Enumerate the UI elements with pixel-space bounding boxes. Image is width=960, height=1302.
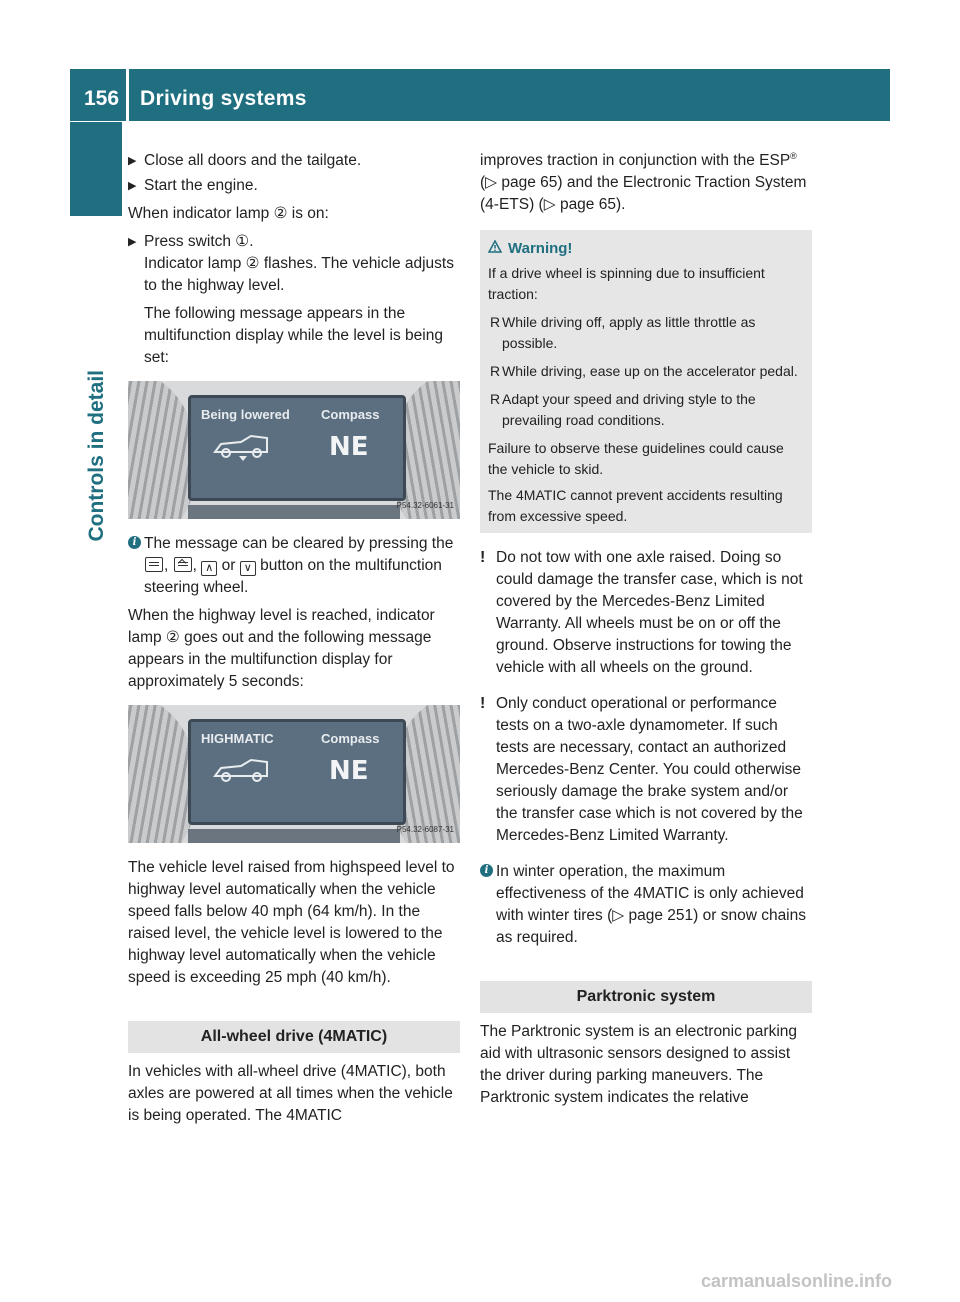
parktronic-text: The Parktronic system is an electronic parking aid with ultrasonic sensors designed to assist the driver during parking maneuvers. The Parktronic system indicates the relative <box>480 1023 798 1106</box>
warning-title-text: Warning! <box>508 240 573 257</box>
step-press-switch <box>128 231 460 253</box>
warning-failure: Failure to observe these guidelines could cause the vehicle to skid. <box>488 440 784 477</box>
info-winter <box>480 861 812 949</box>
warning-cannot: The 4MATIC cannot prevent accidents resulting from excessive speed. <box>488 487 783 524</box>
section-heading-parktronic: Parktronic system <box>480 981 812 1013</box>
warning-bullet <box>488 312 804 354</box>
result-message-appears: The following message appears in the multifunction display while the level is being set: <box>144 305 443 366</box>
result-indicator-flashes: Indicator lamp ② flashes. The vehicle adjusts to the highway level. <box>144 255 454 294</box>
display-compass-label: Compass <box>321 731 380 746</box>
traction-text <box>480 150 812 216</box>
step-close-doors <box>128 150 460 172</box>
figure-code: P54.32-6061-31 <box>396 501 454 510</box>
bullet-text: While driving, ease up on the accelerator pedal. <box>502 363 798 379</box>
phone-button-icon: ∧ <box>201 561 217 576</box>
highway-level-text: When the highway level is reached, indicator lamp ② goes out and the following message appears in the multifunction display for approximately 5 seconds: <box>128 607 435 690</box>
caution-icon: ! <box>480 549 486 566</box>
bullet-text: While driving off, apply as little throttle as possible. <box>502 314 756 351</box>
display-status-label: HIGHMATIC <box>201 731 274 746</box>
compass-heading: NE <box>329 756 369 786</box>
display-lower-bar <box>188 505 400 519</box>
step-arrow-icon: ▶ <box>128 180 137 192</box>
display-forward-button-icon <box>174 557 192 572</box>
figure-code: P54.32-6087-31 <box>396 825 454 834</box>
page-title: Driving systems <box>140 87 307 110</box>
vehicle-lowering-icon <box>211 432 271 462</box>
display-compass-label: Compass <box>321 407 380 422</box>
step-start-engine <box>128 175 460 197</box>
raised-level-text: The vehicle level raised from highspeed level to highway level automatically when the vehicle speed falls below 40 mph (64 km/h). In the raised level, the vehicle level is lowered to the highway level automatically when the vehicle speed is exceeding 25 mph (40 km/h). <box>128 859 455 986</box>
step-text: Start the engine. <box>144 177 258 194</box>
step-arrow-icon: ▶ <box>128 155 137 167</box>
4matic-text: In vehicles with all-wheel drive (4MATIC), both axles are powered at all times when the vehicle is being operated. The 4MATIC <box>128 1063 453 1124</box>
bullet-mark: R <box>490 391 501 407</box>
watermark: carmanualsonline.info <box>700 1271 892 1291</box>
when-indicator-text: When indicator lamp ② is on: <box>128 205 329 222</box>
info-clear-message: i The message can be cleared by pressing the , , ∧ or ∨ button on the multifunction steering wheel. <box>128 533 460 599</box>
warning-title <box>488 238 804 259</box>
caution-icon: ! <box>480 695 486 712</box>
page-number: 156 <box>84 87 120 110</box>
side-tab-block <box>70 122 122 216</box>
section-heading-4matic: All-wheel drive (4MATIC) <box>128 1021 460 1053</box>
display-figure-highway <box>128 705 460 843</box>
info-text: button on the multifunction steering wheel. <box>144 557 442 596</box>
multifunction-display <box>188 395 406 501</box>
info-text-or: or <box>221 557 236 574</box>
traction-text-a: improves traction in conjunction with the ESP <box>480 152 791 169</box>
side-tab-label <box>86 370 116 670</box>
end-call-button-icon: ∨ <box>240 561 256 576</box>
multifunction-display <box>188 719 406 825</box>
step-arrow-icon: ▶ <box>128 236 137 248</box>
display-lower-bar <box>188 829 400 843</box>
side-tab-text: Controls in detail <box>85 370 108 542</box>
info-icon: i <box>128 536 141 549</box>
warning-icon <box>488 240 502 253</box>
warning-bullet <box>488 361 804 382</box>
vehicle-highway-icon <box>211 756 271 786</box>
warning-box <box>480 230 812 533</box>
info-text: The message can be cleared by pressing the <box>144 535 454 552</box>
note-text: Do not tow with one axle raised. Doing so could damage the transfer case, which is not covered by the Mercedes-Benz Limited Warranty. All wheels must be on or off the ground. Observe instructions for towing the vehicle with all wheels on the ground. <box>496 549 803 676</box>
note-text: Only conduct operational or performance tests on a two-axle dynamometer. If such tests are necessary, contact an authorized Mercedes-Benz Center. You could otherwise seriously damage the brake system and/or the transfer case which is not covered by the Mercedes-Benz Limited Warranty. <box>496 695 803 844</box>
warning-bullet <box>488 389 804 431</box>
note-towing <box>480 547 812 679</box>
warning-intro: If a drive wheel is spinning due to insufficient traction: <box>488 265 765 302</box>
bullet-mark: R <box>490 363 501 379</box>
compass-heading: NE <box>329 432 369 462</box>
traction-text-b: (▷ page 65) and the Electronic Traction System (4-ETS) (▷ page 65). <box>480 174 807 213</box>
info-icon: i <box>480 864 493 877</box>
step-text: Close all doors and the tailgate. <box>144 152 362 169</box>
left-column <box>128 150 460 1127</box>
display-status-label: Being lowered <box>201 407 290 422</box>
info-text: In winter operation, the maximum effectiveness of the 4MATIC is only achieved with winter tires (▷ page 251) or snow chains as required. <box>496 863 806 946</box>
display-back-button-icon <box>145 557 163 572</box>
right-column <box>480 150 812 1109</box>
note-dynamometer <box>480 693 812 847</box>
header-separator <box>126 69 129 121</box>
step-text: Press switch ①. <box>144 233 254 250</box>
registered-mark: ® <box>790 150 797 161</box>
display-figure-lowering <box>128 381 460 519</box>
bullet-mark: R <box>490 314 501 330</box>
bullet-text: Adapt your speed and driving style to the prevailing road conditions. <box>502 391 756 428</box>
